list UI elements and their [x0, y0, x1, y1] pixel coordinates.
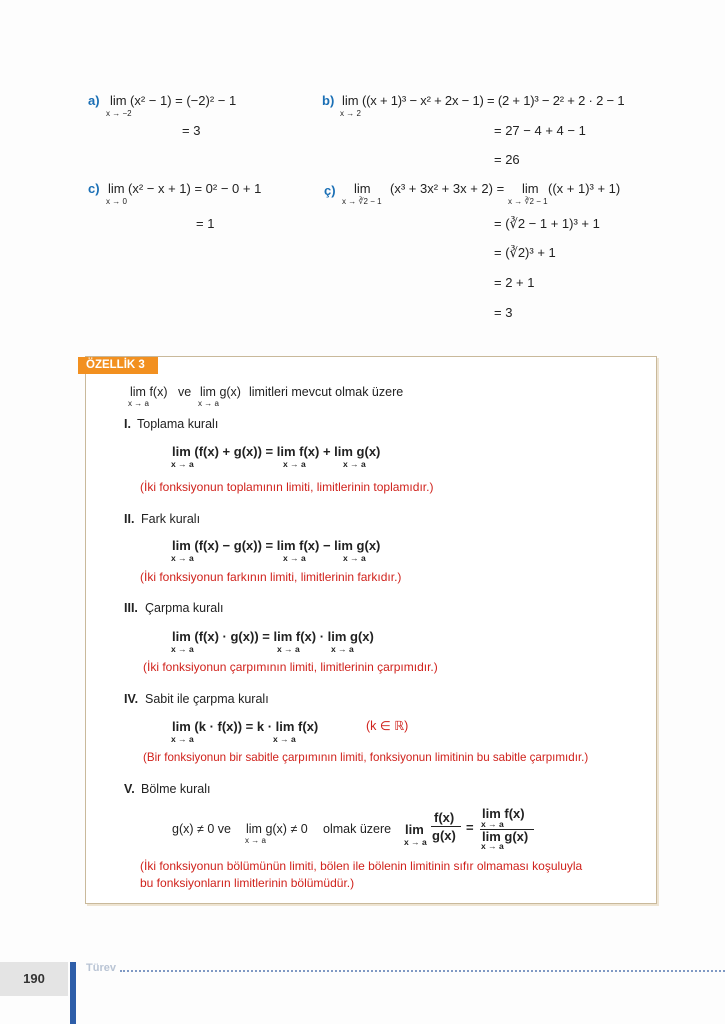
footer-bar [70, 962, 76, 1024]
rule-number: II. [124, 512, 135, 526]
lim-subscript: x → ∛2 − 1 [342, 197, 382, 206]
lim-subscript: x → a [171, 459, 194, 469]
rule-title: Çarpma kuralı [145, 601, 224, 615]
lim-g: lim g(x) [200, 385, 241, 399]
olmak-text: olmak üzere [323, 822, 392, 836]
equation-line: = (∛2)³ + 1 [494, 245, 556, 260]
lim-subscript: x → a [404, 837, 427, 847]
lim-symbol: lim [354, 181, 371, 196]
fraction-denominator: g(x) [432, 828, 456, 843]
rule-formula: lim (f(x) − g(x)) = lim f(x) − lim g(x) [172, 538, 381, 553]
lim-symbol: lim [405, 822, 424, 837]
lim-subscript: x → a [171, 644, 194, 654]
footer-dotted-line [120, 970, 725, 972]
lim-subscript: x → a [171, 553, 194, 563]
rule-number: IV. [124, 692, 139, 706]
rule-note: (İki fonksiyonun farkının limiti, limitlerinin farkıdır.) [140, 570, 402, 584]
page-number: 190 [0, 962, 68, 996]
lim-symbol: lim [110, 93, 127, 108]
rule-number: I. [124, 417, 131, 431]
rule-condition: (k ∈ ℝ) [366, 719, 409, 733]
example-label: c) [88, 181, 100, 196]
example-label: ç) [324, 183, 336, 198]
lim-subscript: x → a [343, 553, 366, 563]
lim-symbol: lim [522, 181, 539, 196]
rhs-denominator: lim g(x) [482, 829, 529, 844]
rule-formula: lim (f(x) · g(x)) = lim f(x) · lim g(x) [172, 629, 374, 644]
equation-line: = 3 [494, 305, 513, 320]
lim-subscript: x → a [481, 819, 504, 829]
lim-subscript: x → a [128, 399, 149, 408]
intro-text: limitleri mevcut olmak üzere [249, 385, 404, 399]
lim-f: lim f(x) [130, 385, 168, 399]
rule-formula: lim (k · f(x)) = k · lim f(x) [172, 719, 319, 734]
lim-subscript: x → 2 [340, 109, 361, 118]
rule-title: Bölme kuralı [141, 782, 211, 796]
lim-subscript: x → ∛2 − 1 [508, 197, 548, 206]
equation-line: = 26 [494, 152, 520, 167]
lim-subscript: x → a [283, 553, 306, 563]
lim-subscript: x → a [343, 459, 366, 469]
property-badge: ÖZELLİK 3 [78, 357, 158, 374]
equation-line: ((x + 1)³ + 1) [548, 181, 621, 196]
lim-subscript: x → a [245, 836, 266, 845]
rule-title: Toplama kuralı [137, 417, 219, 431]
lim-subscript: x → a [277, 644, 300, 654]
fraction-numerator: f(x) [434, 810, 455, 825]
lim-subscript: x → a [171, 734, 194, 744]
lim-symbol: lim [342, 93, 359, 108]
rule-title: Sabit ile çarpma kuralı [145, 692, 269, 706]
equation-line: (x³ + 3x² + 3x + 2) = [390, 181, 505, 196]
lim-subscript: x → a [481, 841, 504, 851]
lim-symbol: lim [108, 181, 125, 196]
fraction-line [431, 826, 461, 827]
equation-line: (x² − 1) = (−2)² − 1 [130, 93, 237, 108]
example-label: b) [322, 93, 335, 108]
equation-line: (x² − x + 1) = 0² − 0 + 1 [128, 181, 262, 196]
rule-note: bu fonksiyonların limitlerinin bölümüdür.) [140, 876, 355, 890]
ve-text: ve [178, 385, 192, 399]
equation-line: ((x + 1)³ − x² + 2x − 1) = (2 + 1)³ − 2² + 2 · 2 − 1 [362, 93, 625, 108]
condition-limit: lim g(x) ≠ 0 [246, 822, 308, 836]
lim-subscript: x → a [331, 644, 354, 654]
rule-note: (İki fonksiyonun toplamının limiti, limitlerinin toplamıdır.) [140, 480, 434, 494]
rule-note: (İki fonksiyonun bölümünün limiti, bölen ile bölenin limitinin sıfır olmaması koşuluyla [140, 859, 583, 873]
equals-sign: = [466, 820, 474, 835]
condition-text: g(x) ≠ 0 ve [172, 822, 231, 836]
rule-formula: lim (f(x) + g(x)) = lim f(x) + lim g(x) [172, 444, 381, 459]
rhs-numerator: lim f(x) [482, 806, 525, 821]
rule-number: III. [124, 601, 138, 615]
rule-title: Fark kuralı [141, 512, 201, 526]
example-label: a) [88, 93, 100, 108]
equation-line: = (∛2 − 1 + 1)³ + 1 [494, 216, 600, 231]
lim-subscript: x → −2 [106, 109, 132, 118]
lim-subscript: x → a [198, 399, 219, 408]
rule-note: (İki fonksiyonun çarpımının limiti, limitlerinin çarpımıdır.) [143, 660, 438, 674]
equation-line: = 2 + 1 [494, 275, 535, 290]
lim-subscript: x → a [273, 734, 296, 744]
rule-note: (Bir fonksiyonun bir sabitle çarpımının limiti, fonksiyonun limitinin bu sabitle çarpımıdır.) [143, 751, 589, 764]
rule-number: V. [124, 782, 135, 796]
chapter-title: Türev [86, 962, 116, 974]
lim-subscript: x → a [283, 459, 306, 469]
equation-line: = 27 − 4 + 4 − 1 [494, 123, 586, 138]
lim-subscript: x → 0 [106, 197, 127, 206]
equation-line: = 1 [196, 216, 215, 231]
equation-line: = 3 [182, 123, 201, 138]
